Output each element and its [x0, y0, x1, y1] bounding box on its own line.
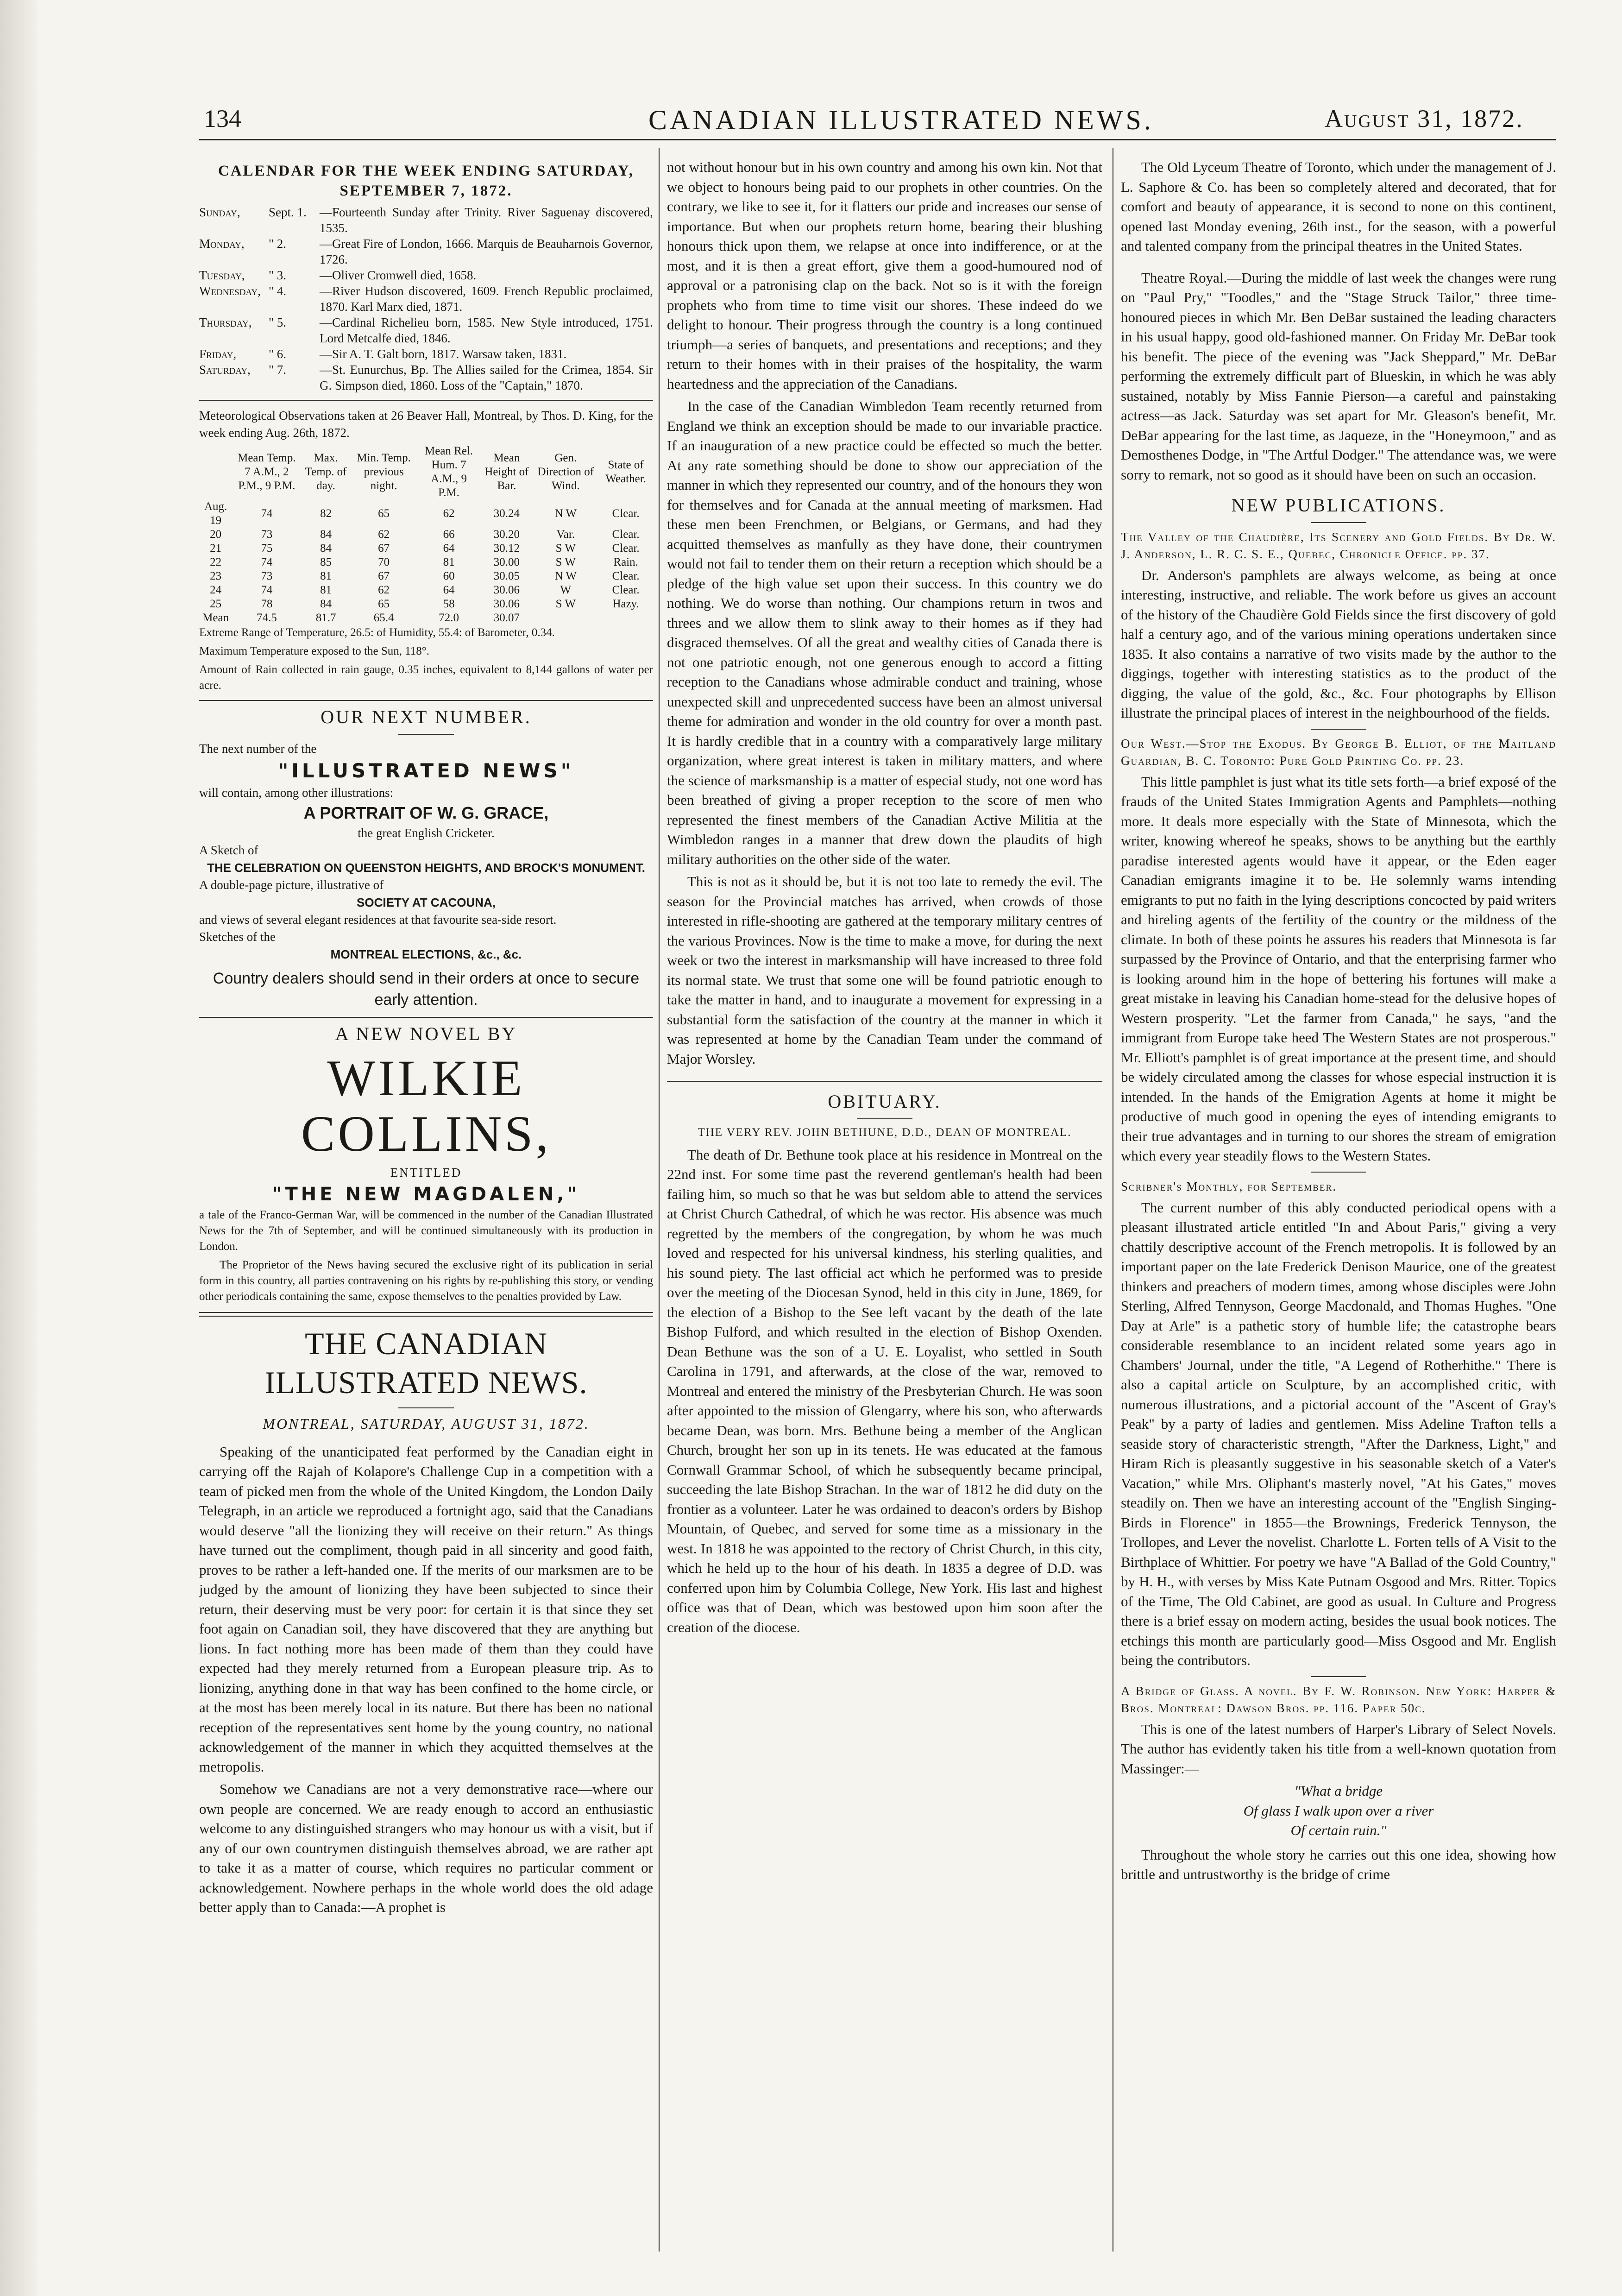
theatre-paragraph: Theatre Royal.—During the middle of last week the changes were rung on "Paul Pry," "Toodles," and the "Stage Struck Tailor," three time-honoured pieces in which Mr. Ben DeBar sustained the leading characters in his usual happy, good old-fashioned manner. On Friday Mr. DeBar took his benefit. The piece of the evening was "Jack Sheppard," Mr. DeBar performing the extremely difficult part of Blueskin, in which he was ably sustained, notably by Miss Fannie Pierson—a careful and painstaking actress—as Jack. Saturday was set apart for Mr. Gleason's benefit, Mr. DeBar appearing for the last time, as Jaqueze, in the "Honeymoon," and as Demosthenes Dodge, in "The Artful Dodger." The attendance was, we were sorry to remark, not so good as it should have been on such an occasion. [1121, 269, 1556, 483]
column-3 [1121, 158, 1556, 1887]
publication-body: The current number of this ably conducted periodical opens with a pleasant illustrated article entitled "In and About Paris," giving a very chattily descriptive account of the French metropolis. It is followed by an important paper on the late Frederick Denison Maurice, one of the greatest thinkers and preachers of modern times, among whose disciples were John Sterling, Alfred Tennyson, George Macdonald, and Thomas Hughes. "One Day at Arle" is a pathetic story of humble life; the catastrophe bears considerable resemblance to an incident related some years ago in Chambers' Journal, under the title, "A Legend of Rotherhithe." There is also a capital article on Sculpture, by an accomplished critic, with numerous illustrations, and a pictorial account of the "Ascent of Gray's Peak" by a party of ladies and gentlemen. Miss Adeline Trafton tells a seaside story of characteristic strength, "After the Darkness, Light," and Hiram Rich is pleasantly suggestive in his seasonable sketch of a Vater's Vacation," while Mrs. Oliphant's masterly novel, "At his Gates," moves steadily on. Then we have an interesting account of the "English Singing-Birds in Florence" in 1855—the Brownings, Frederick Tennyson, the Trollopes, and Lever the novelist. Charlotte L. Forten tells of A Visit to the Birthplace of Whittier. For poetry we have "A Ballad of the Gold Country," by H. H., with verses by Miss Kate Putnam Osgood and Mrs. Ritter. Topics of the Time, The Old Cabinet, are good as usual. In Culture and Progress there is a brief essay on modern acting, besides the usual book notices. The etchings this month are particularly good—Miss Osgood and Mr. English being the contributors. [1121, 1199, 1556, 1668]
column-2 [667, 158, 1102, 1640]
table-mean-row: Mean 74.5 81.7 65.4 72.0 30.07 [202, 612, 520, 624]
divider [857, 1118, 912, 1119]
novel-entitled: ENTITLED [390, 1166, 462, 1180]
meteorology-intro: Meteorological Observations taken at 26 Beaver Hall, Montreal, by Thos. D. King, for the week ending Aug. 26th, 1872. [199, 409, 653, 440]
meteorology-table [199, 444, 653, 625]
editorial-paragraph: In the case of the Canadian Wimbledon Team recently returned from England we think an exception should be made to our invariable practice. If an inauguration of a new practice could be effected so much the better. At any rate something should be done to show our appreciation of the manner in which they represented our country, and of the honours they won for themselves and for Canada at the annual meeting of marksmen. Had these men been Frenchmen, or Belgians, or Germans, and had they acquitted themselves as manfully as they have done, their countrymen would not fail to tender them on their return a reception which should be a pledge of the high value set upon their success. In this country we do nothing. We do worse than nothing. Our champions return in twos and threes and we allow them to slink away to their homes as if they had disgraced themselves. Of all the great and wealthy cities of Canada there is not one patriotic enough, not one generous enough to accord a fitting reception to the Canadians whose admirable conduct and training, whose unexpected skill and unprecedented success have been an almost universal theme for admiration and wonder in the old country for over a month past. It is hardly credible that in a country with a comparatively large military organization, where great interest is taken in military matters, and where the science of marksmanship is a matter of especial study, not one word has been breathed of giving a proper reception to the score of men who represented the finest members of the Canadian Active Militia at the Wimbledon ranges in a manner that drew down the plaudits of high military authorities on the other side of the water. [667, 398, 1102, 867]
divider [1311, 522, 1366, 523]
publication-body: This is one of the latest numbers of Harper's Library of Select Novels. The author has evidently taken his title from a well-known quotation from Massinger:— [1121, 1721, 1556, 1777]
divider [199, 400, 653, 401]
table-row: 25 78 84 65 58 30.06 S W Hazy. [210, 598, 639, 610]
next-number-title: OUR NEXT NUMBER. [321, 706, 532, 727]
novel-author: WILKIE COLLINS, [301, 1050, 551, 1162]
masthead-dateline: MONTREAL, SATURDAY, AUGUST 31, 1872. [263, 1415, 590, 1432]
column-1 [199, 158, 653, 1920]
publications-title: NEW PUBLICATIONS. [1231, 495, 1446, 516]
calendar-row: Wednesday, " 4. —River Hudson discovered, 1609. French Republic proclaimed, 1870. Karl Marx died, 1871. [199, 284, 653, 314]
massinger-quote: "What a bridge Of glass I walk upon over a river Of certain ruin." [1243, 1783, 1434, 1838]
publication-heading: Our West.—Stop the Exodus. By George B. Elliot, of the Maitland Guardian, B. C. Toronto: Pure Gold Printing Co. pp. 23. [1121, 736, 1556, 768]
publication-body: Dr. Anderson's pamphlets are always welcome, as being at once interesting, instructive, and reliable. The work before us gives an account of the history of the Chaudière Gold Fields since the first discovery of gold half a century ago, and of the various mining operations undertaken since 1835. It also contains a narrative of two visits made by the author to the diggings, together with interesting statistics as to the product of the digging, the value of the gold, &c., &c. Four photographs by Ellison illustrate the principal places of interest in the neighbourhood of the fields. [1121, 567, 1556, 721]
theatre-paragraph: The Old Lyceum Theatre of Toronto, which under the management of J. L. Saphore & Co. has been so completely altered and decorated, that for comfort and beauty of appearance, it is second to none on this continent, opened last Monday evening, 26th inst., for the season, with a powerful and talented company from the principal theatres in the United States. [1121, 159, 1556, 254]
celebration-heading: THE CELEBRATION ON QUEENSTON HEIGHTS, AND BROCK'S MONUMENT. [207, 860, 646, 875]
meteorology-footnote: Maximum Temperature exposed to the Sun, 118°. [199, 645, 430, 657]
calendar-row: Tuesday, " 3. —Oliver Cromwell died, 1658. [199, 268, 477, 282]
next-number-line: The next number of the [199, 741, 317, 756]
novel-title: "THE NEW MAGDALEN," [272, 1184, 580, 1205]
header-rule [199, 139, 1556, 140]
obituary-title: OBITUARY. [828, 1091, 942, 1112]
masthead-title: THE CANADIAN ILLUSTRATED NEWS. [264, 1326, 588, 1400]
table-row: 24 74 81 62 64 30.06 W Clear. [210, 584, 640, 596]
next-number-line: and views of several elegant residences at that favourite sea-side resort. [199, 912, 557, 927]
divider [1311, 729, 1366, 730]
editorial-paragraph: Speaking of the unanticipated feat performed by the Canadian eight in carrying off the Rajah of Kolapore's Challenge Cup in a competition with a team of picked men from the whole of the United Kingdom, the London Daily Telegraph, in an article we reproduced a fortnight ago, said that the Canadians would deserve "all the lionizing they will receive on their return." As things have turned out the compliment, though paid in all sincerity and good faith, proves to be rather a left-handed one. If the merits of our marksmen are to be judged by the amount of lionizing they have been subjected to since their return, their deserving must be very poor: for certain it is that since they set foot again on Canadian soil, they have discovered that they are anything but lions. In fact nothing more has been made of them than they could have expected had they merely returned from a European pleasure trip. As to lionizing, anything done in that way has been confined to the home circle, or at the most has been merely local in its nature. But there has been no national reception of the representatives sent home by the young country, no national acknowledgement of the manner in which they acquitted themselves at the metropolis. [199, 1443, 653, 1775]
next-number-line: A Sketch of [199, 843, 258, 857]
meteorology-footnote: Extreme Range of Temperature, 26.5: of Humidity, 55.4: of Barometer, 0.34. [199, 626, 555, 639]
dealers-notice: Country dealers should send in their orders at once to secure early attention. [213, 969, 640, 1009]
divider [199, 1312, 653, 1317]
table-header-row: Mean Temp. 7 A.M., 2 P.M., 9 P.M. Max. Temp. of day. Min. Temp. previous night. Mean Rel. Hum. 7 A.M., 9 P.M. Mean Height of Bar. Gen. Direction of Wind. State of Weather. [238, 445, 646, 499]
portrait-sub: the great English Cricketer. [358, 826, 495, 840]
society-heading: SOCIETY AT CACOUNA, [357, 895, 496, 909]
novel-body: a tale of the Franco-German War, will be commenced in the number of the Canadian Illustrated News for the 7th of September, and will be continued simultaneously with its production in London. [199, 1209, 653, 1253]
novel-announce: A NEW NOVEL BY [335, 1023, 517, 1044]
table-row: Aug. 19 74 82 65 62 30.24 N W Clear. [204, 500, 640, 527]
running-title: CANADIAN ILLUSTRATED NEWS. [648, 105, 1154, 135]
next-number-line: Sketches of the [199, 929, 276, 944]
calendar-row: Friday, " 6. —Sir A. T. Galt born, 1817. Warsaw taken, 1831. [199, 347, 567, 361]
table-row: 21 75 84 67 64 30.12 S W Clear. [210, 542, 640, 555]
meteorology-footnote: Amount of Rain collected in rain gauge, 0.35 inches, equivalent to 8,144 gallons of water per acre. [199, 663, 653, 692]
divider [667, 1081, 1102, 1082]
calendar-row: Sunday, Sept. 1. —Fourteenth Sunday after Trinity. River Saguenay discovered, 1535. [199, 205, 653, 235]
publication-body: Throughout the whole story he carries out this one idea, showing how brittle and untrustworthy is the bridge of crime [1121, 1846, 1556, 1882]
publication-heading: Scribner's Monthly, for September. [1121, 1179, 1337, 1193]
obituary-body: The death of Dr. Bethune took place at his residence in Montreal on the 22nd inst. For some time past the reverend gentleman's health had been failing him, so much so that he was but seldom able to attend the services at Christ Church Cathedral, of which he was rector. His absence was much regretted by the members of the congregation, by whom he was much loved and respected for his universal kindness, his sterling qualities, and his sound piety. The last official act which he performed was to preside over the meeting of the Diocesan Synod, held in this city in June, 1869, for the election of a Bishop to the See left vacant by the death of the late Bishop Fulford, and which resulted in the election of Bishop Oxenden. Dean Bethune was the son of a U. E. Loyalist, who settled in South Carolina in 1791, and afterwards, at the close of the war, removed to Montreal and entered the ministry of the Presbyterian Church. He was soon after appointed to the mission of Glengarry, where his son, who afterwards became Dean, was born. Mrs. Bethune being a member of the Anglican Church, brought her son up in its tenets. He was educated at the famous Cornwall Grammar School, of which he subsequently became principal, succeeding the late Bishop Strachan. In the war of 1812 he did duty on the frontier as a volunteer. Later he was ordained to deacon's orders by Bishop Mountain, of Quebec, and served for some time as a missionary in the west. In 1818 he was appointed to the rectory of Christ Church, in this city, which he held up to the hour of his death. In 1835 a degree of D.D. was conferred upon him by Columbia College, New York. His last and highest office was that of Dean, which was bestowed upon him soon after the creation of the diocese. [667, 1146, 1102, 1635]
calendar-title: CALENDAR FOR THE WEEK ENDING SATURDAY, SEPTEMBER 7, 1872. [218, 163, 635, 199]
divider [1311, 1172, 1366, 1173]
page-edge-stain [0, 0, 37, 2296]
calendar-row: Thursday, " 5. —Cardinal Richelieu born, 1585. New Style introduced, 1751. Lord Metcalfe died, 1846. [199, 315, 653, 345]
publication-heading: The Valley of the Chaudière, Its Scenery and Gold Fields. By Dr. W. J. Anderson, L. R. C. S. E., Quebec, Chronicle Office. pp. 37. [1121, 530, 1556, 561]
publication-heading: A Bridge of Glass. A novel. By F. W. Robinson. New York: Harper & Bros. Montreal: Dawson Bros. pp. 116. Paper 50c. [1121, 1684, 1556, 1715]
calendar-row: Saturday, " 7. —St. Eunurchus, Bp. The Allies sailed for the Crimea, 1854. Sir G. Simpson died, 1860. Loss of the "Captain," 1870. [199, 363, 653, 392]
calendar-list [199, 204, 653, 393]
portrait-heading: A PORTRAIT OF W. G. GRACE, [303, 803, 549, 822]
divider [398, 734, 454, 735]
next-number-line: A double-page picture, illustrative of [199, 877, 384, 892]
editorial-paragraph: This is not as it should be, but it is not too late to remedy the evil. The season for the Provincial matches has arrived, when crowds of those interested in rifle-shooting are gathered at the temporary military centres of the various Provinces. Now is the time to make a move, for during the next week or two the interest in marksmanship will have increased to three fold its normal state. We trust that some one will be found patriotic enough to take the matter in hand, and to inaugurate a movement for expressing in a substantial form the satisfaction of the country at the manner in which it was represented at home by the Canadian Team under the command of Major Worsley. [667, 873, 1102, 1067]
table-row: 22 74 85 70 81 30.00 S W Rain. [210, 556, 638, 568]
divider [199, 1017, 653, 1018]
divider [199, 700, 653, 701]
paper-name: "ILLUSTRATED NEWS" [278, 759, 574, 782]
divider [398, 1407, 454, 1408]
publication-body: This little pamphlet is just what its title sets forth—a brief exposé of the frauds of the United States Immigration Agents and Pamphlets—nothing more. It deals more especially with the State of Minnesota, which the writer, knowing whereof he speaks, shows to be anything but the earthly paradise interested agents would have it appear, or the Eden eager Canadian emigrants imagine it to be. He solemnly warns intending emigrants to put no faith in the lying descriptions concocted by paid writers and hireling agents of the fertility of the country or the mildness of the climate. In both of these points he assures his readers that Minnesota is far surpassed by the Province of Ontario, and that the enterprising farmer who is looking around him in the hope of bettering his fortunes will make a great mistake in leaving his Canadian home-stead for the delusive hopes of Western prosperity. "Let the farmer from Canada," he says, "and the immigrant from Europe take heed The Western States are not prosperous." Mr. Elliott's pamphlet is of great importance at the present time, and should be widely circulated among the classes for whose especial instruction it is intended. In the hands of the Emigration Agents at home it might be productive of much good in opening the eyes of intending emigrants to their true advantages and in turning to our shores the stream of emigration which every year steadily flows to the Western States. [1121, 773, 1556, 1164]
elections-heading: MONTREAL ELECTIONS, &c., &c. [330, 947, 522, 961]
issue-date: August 31, 1872. [1325, 105, 1524, 132]
novel-body: The Proprietor of the News having secured the exclusive right of its publication in serial form in this country, all parties contravening on his rights by re-publishing this story, or vending other periodicals containing the same, expose themselves to the penalties provided by Law. [199, 1259, 653, 1303]
table-row: 20 73 84 62 66 30.20 Var. Clear. [210, 528, 640, 541]
table-row: 23 73 81 67 60 30.05 N W Clear. [210, 570, 640, 582]
editorial-paragraph: not without honour but in his own country and among his own kin. Not that we object to honours being paid to our prophets in other countries. On the contrary, we like to see it, for it flatters our pride and increases our sense of importance. But when our prophets return home, bearing their blushing honours thick upon them, we relapse at once into indifference, or at the most, and it is then a great effort, give them a good-humoured nod of approval or a patronising clap on the back. Not so is it with the foreign prophets who from time to time visit our shores. These indeed do we delight to honour. Their progress through the country is a long continued triumph—a series of banquets, and presentations and receptions; and they return to their homes with in their praises of the hospitality, the warm heartedness and the appreciation of the Canadians. [667, 159, 1102, 392]
divider [1311, 1676, 1366, 1677]
editorial-paragraph: Somehow we Canadians are not a very demonstrative race—where our own people are concerned. We are ready enough to accord an enthusiastic welcome to any distinguished strangers who may honour us with a visit, but if any of our own countrymen distinguish themselves abroad, we are rather apt to take it as a matter of course, which requires no particular comment or acknowledgement. Nowhere perhaps in the whole world does the old adage better apply than to Canada:—A prophet is [199, 1781, 653, 1915]
page-number: 134 [204, 105, 241, 132]
column-rule-1 [659, 148, 660, 2252]
obituary-subtitle: THE VERY REV. JOHN BETHUNE, D.D., DEAN OF MONTREAL. [698, 1126, 1072, 1139]
calendar-row: Monday, " 2. —Great Fire of London, 1666. Marquis de Beauharnois Governor, 1726. [199, 237, 653, 266]
next-number-line: will contain, among other illustrations: [199, 785, 394, 800]
